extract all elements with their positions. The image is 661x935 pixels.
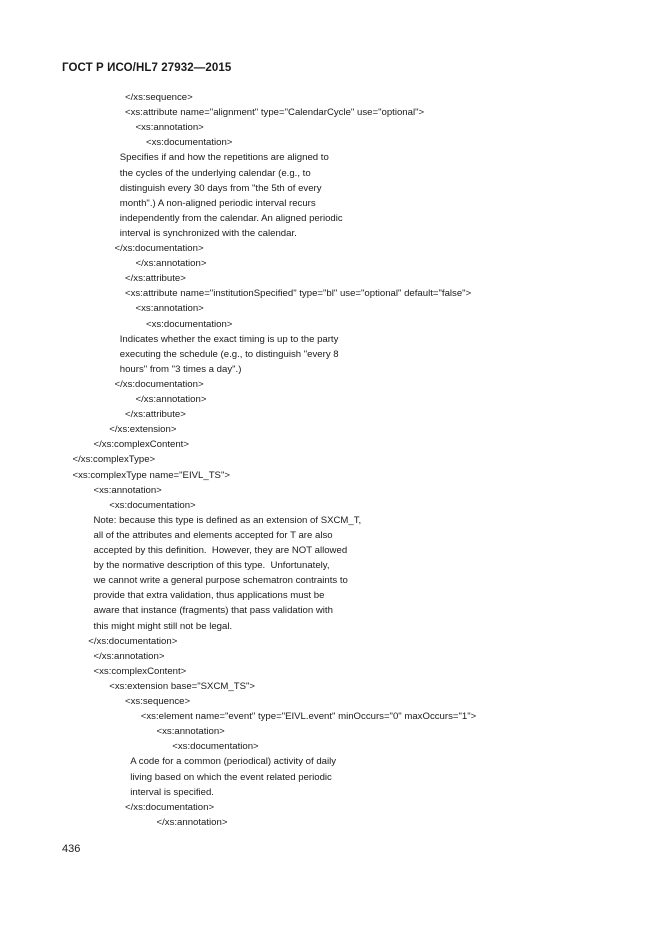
- code-line: distinguish every 30 days from "the 5th of every: [119, 182, 322, 194]
- code-line: aware that instance (fragments) that pass validation with: [93, 605, 333, 617]
- code-line: <xs:documentation>: [146, 137, 233, 149]
- page-number: 436: [62, 843, 81, 855]
- code-line: </xs:annotation>: [93, 650, 165, 662]
- code-line: <xs:sequence>: [125, 696, 191, 707]
- code-line: <xs:annotation>: [135, 303, 204, 315]
- code-line: </xs:sequence>: [125, 92, 193, 103]
- code-line: </xs:complexType>: [72, 454, 156, 466]
- code-line: <xs:annotation>: [156, 726, 225, 738]
- code-line: <xs:documentation>: [146, 318, 233, 330]
- code-line: </xs:annotation>: [156, 816, 228, 828]
- code-line: <xs:extension base="SXCM_TS">: [109, 680, 255, 692]
- code-line: </xs:extension>: [109, 424, 177, 436]
- code-line: <xs:documentation>: [172, 741, 259, 753]
- code-line: </xs:complexContent>: [93, 439, 189, 451]
- code-line: all of the attributes and elements accepted for T are also: [93, 529, 333, 541]
- code-line: living based on which the event related periodic: [130, 771, 332, 783]
- code-line: <xs:complexContent>: [93, 665, 187, 677]
- code-line: provide that extra validation, thus applications must be: [93, 590, 325, 602]
- code-line: this might might still not be legal.: [93, 620, 233, 632]
- code-line: we cannot write a general purpose schematron contraints to: [93, 575, 348, 587]
- code-line: </xs:documentation>: [114, 243, 204, 254]
- code-line: </xs:documentation>: [88, 635, 178, 647]
- code-line: accepted by this definition. However, they are NOT allowed: [93, 545, 348, 556]
- code-line: <xs:documentation>: [109, 499, 196, 511]
- code-line: Note: because this type is defined as an extension of SXCM_T,: [93, 514, 362, 526]
- code-line: Indicates whether the exact timing is up to the party: [119, 333, 339, 345]
- code-line: <xs:attribute name="institutionSpecified" type="bl" use="optional" default="false">: [125, 288, 472, 300]
- code-line: the cycles of the underlying calendar (e.g., to: [119, 167, 311, 179]
- document-header: ГОСТ Р ИСО/HL7 27932—2015: [62, 62, 232, 74]
- code-line: month".) A non-aligned periodic interval recurs: [119, 197, 316, 209]
- code-line: </xs:documentation>: [114, 378, 204, 390]
- code-line: Specifies if and how the repetitions are aligned to: [119, 152, 329, 164]
- code-line: <xs:attribute name="alignment" type="CalendarCycle" use="optional">: [125, 107, 425, 119]
- code-line: </xs:annotation>: [135, 258, 207, 270]
- code-line: </xs:attribute>: [125, 409, 186, 421]
- code-line: by the normative description of this type. Unfortunately,: [93, 560, 330, 572]
- code-line: interval is specified.: [130, 786, 214, 798]
- code-line: <xs:element name="event" type="EIVL.event" minOccurs="0" maxOccurs="1">: [140, 711, 477, 723]
- code-line: A code for a common (periodical) activity of daily: [130, 756, 337, 768]
- code-line: hours" from "3 times a day".): [119, 363, 242, 375]
- code-line: </xs:documentation>: [125, 801, 215, 813]
- code-line: </xs:attribute>: [125, 273, 186, 285]
- code-line: executing the schedule (e.g., to distinguish "every 8: [119, 348, 339, 360]
- code-line: <xs:annotation>: [93, 484, 162, 496]
- code-line: </xs:annotation>: [135, 394, 207, 405]
- code-line: <xs:annotation>: [135, 122, 204, 134]
- code-line: interval is synchronized with the calendar.: [119, 227, 297, 239]
- code-line: independently from the calendar. An aligned periodic: [119, 212, 343, 224]
- code-line: <xs:complexType name="EIVL_TS">: [72, 469, 230, 481]
